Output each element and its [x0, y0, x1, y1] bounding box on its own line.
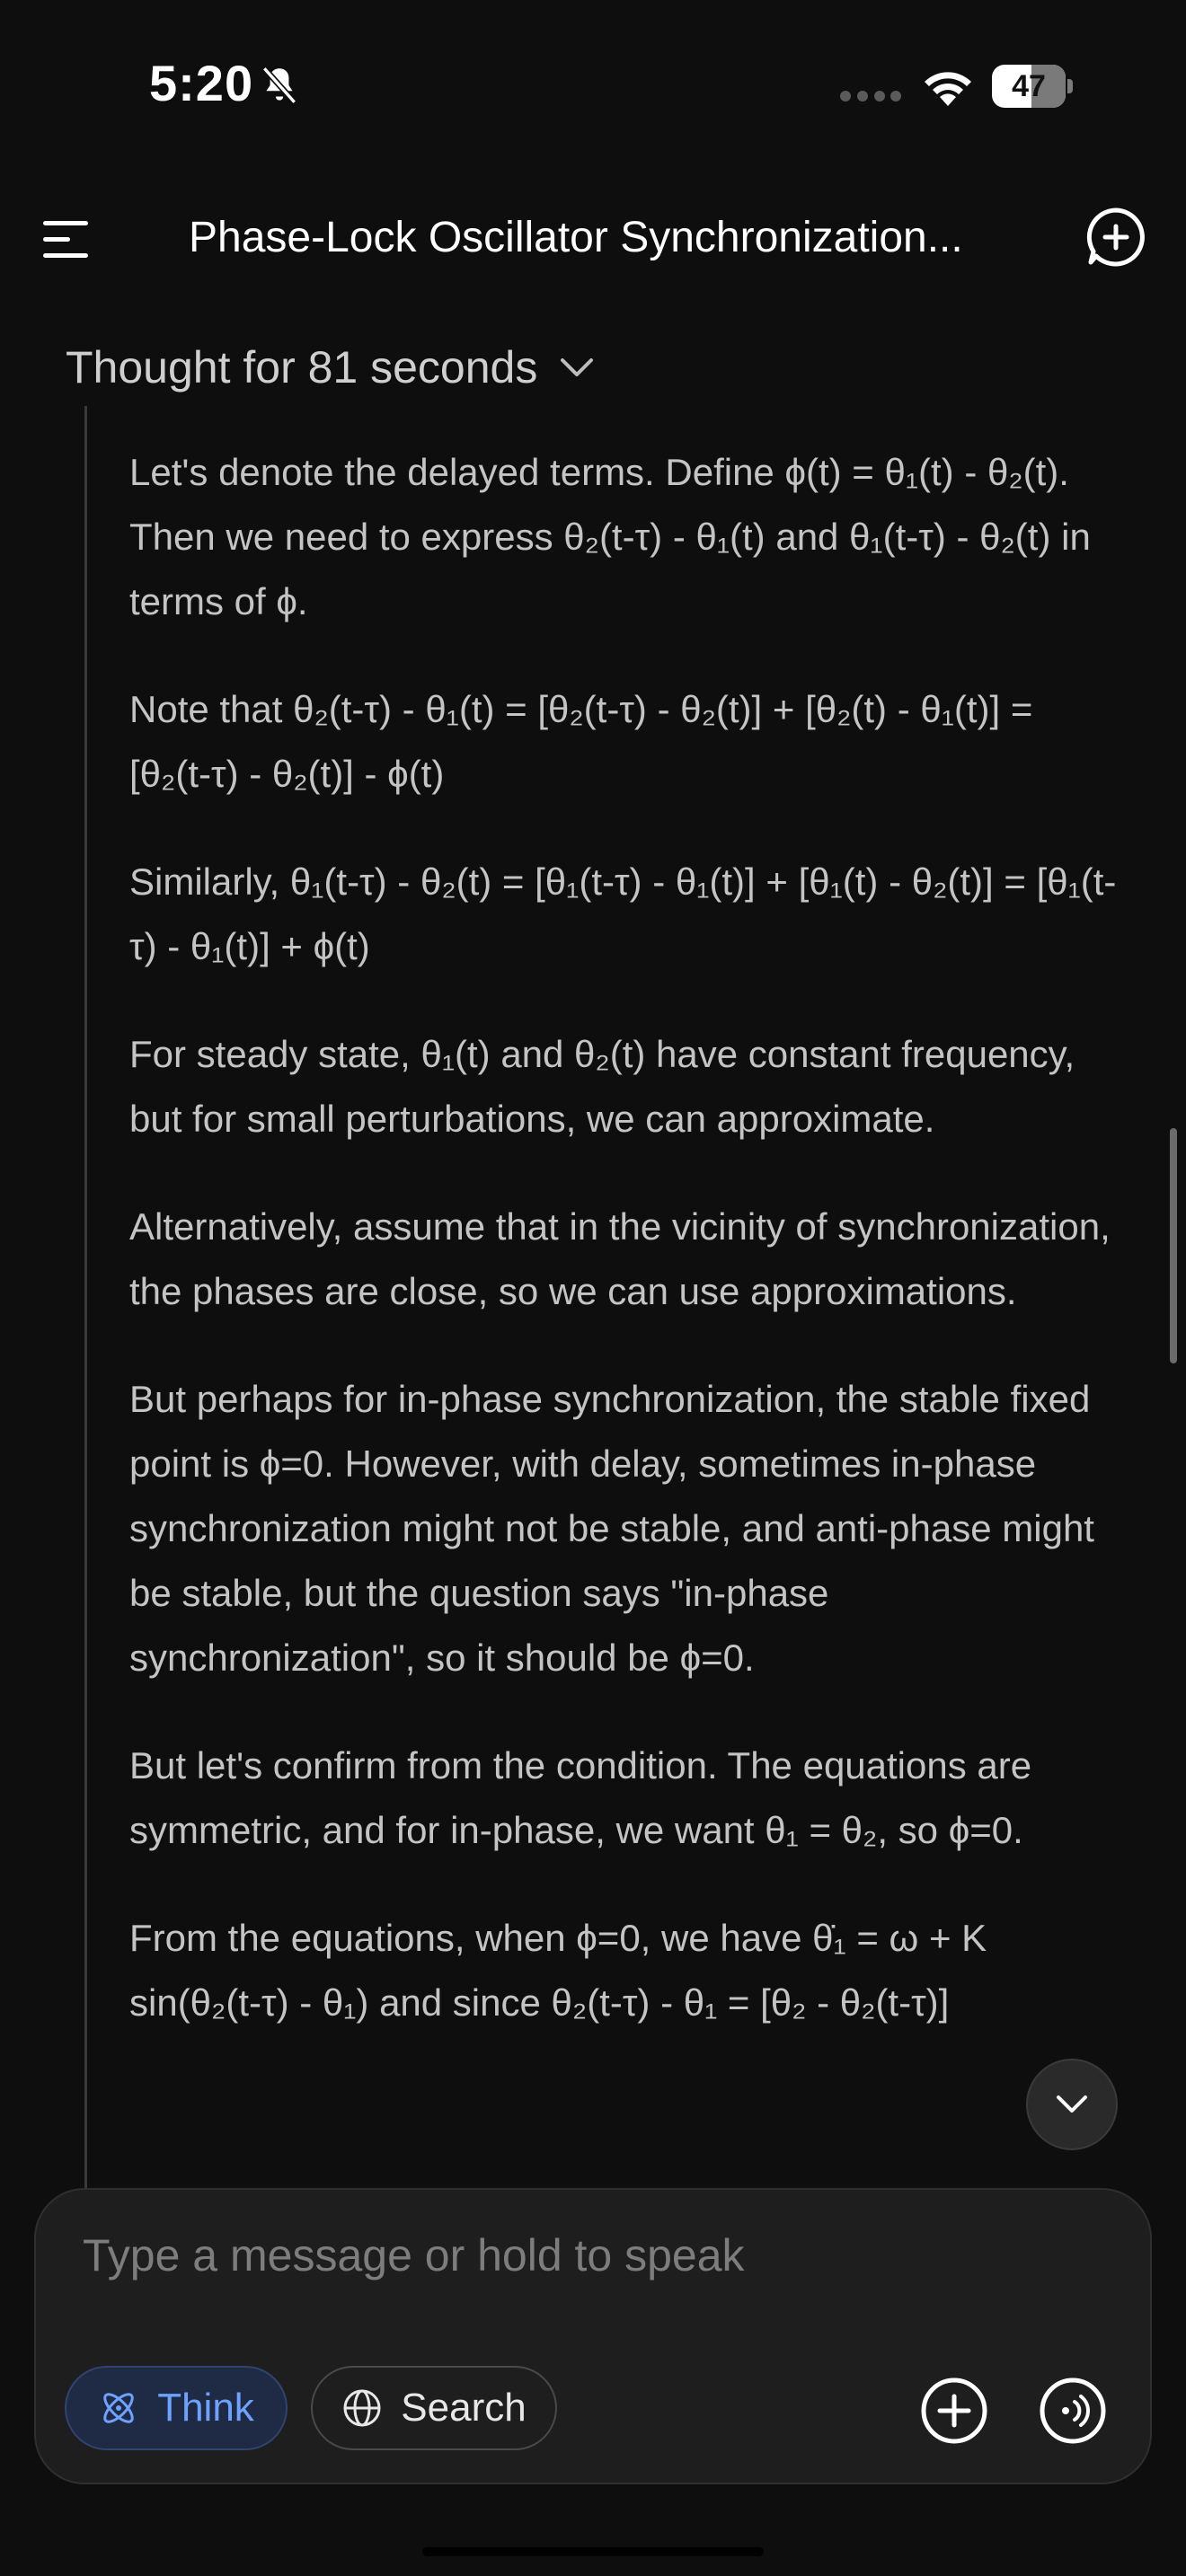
battery-level: 47: [1012, 69, 1046, 103]
status-bar: [0, 0, 1186, 171]
think-label: Think: [157, 2386, 254, 2430]
globe-icon: [341, 2387, 383, 2429]
wifi-icon: [920, 65, 976, 108]
search-label: Search: [401, 2386, 527, 2430]
signal-dots-icon: [839, 90, 902, 102]
chevron-down-icon: [1054, 2094, 1090, 2115]
paragraph: But perhaps for in-phase synchronization, the stable fixed point is ϕ=0. However, with delay, sometimes in-phase synchronization might not be stable, and anti-phase might be stable, but the question says "in-phase synchronization", so it should be ϕ=0.: [129, 1378, 1094, 1679]
plus-icon[interactable]: [920, 2377, 988, 2445]
scrollbar[interactable]: [1170, 1128, 1177, 1363]
thought-content: [129, 440, 1118, 2192]
scroll-down-button[interactable]: [1026, 2059, 1118, 2150]
paragraph: From the equations, when ϕ=0, we have θ̇₁ = ω + K sin(θ₂(t-τ) - θ₁) and since θ₂(t-τ) - θ₁ = [θ₂ - θ₂(t-τ)]: [129, 1917, 987, 2024]
search-button[interactable]: [311, 2366, 557, 2450]
paragraph: Alternatively, assume that in the vicinity of synchronization, the phases are close, so we can use approximations.: [129, 1205, 1111, 1312]
thought-toggle[interactable]: [66, 341, 595, 393]
home-indicator: [422, 2547, 764, 2556]
paragraph: Similarly, θ₁(t-τ) - θ₂(t) = [θ₁(t-τ) - θ₁(t)] + [θ₁(t) - θ₂(t)] = [θ₁(t-τ) - θ₁(t)] + ϕ(t): [129, 860, 1117, 967]
thought-label: Thought for 81 seconds: [66, 342, 538, 393]
atom-icon: [98, 2387, 139, 2429]
chevron-down-icon: [559, 357, 595, 378]
bell-slash-icon: [257, 63, 302, 108]
chat-header: [0, 180, 1186, 296]
voice-icon[interactable]: [1039, 2377, 1107, 2445]
paragraph: Let's denote the delayed terms. Define ϕ(t) = θ₁(t) - θ₂(t). Then we need to express θ₂(t-τ) - θ₁(t) and θ₁(t-τ) - θ₂(t) in terms of ϕ.: [129, 451, 1091, 622]
menu-icon[interactable]: [43, 216, 97, 260]
message-composer: [34, 2188, 1152, 2484]
think-button[interactable]: [65, 2366, 288, 2450]
battery-icon: [992, 65, 1075, 110]
message-input[interactable]: Type a message or hold to speak: [83, 2230, 745, 2280]
paragraph: Note that θ₂(t-τ) - θ₁(t) = [θ₂(t-τ) - θ₂(t)] + [θ₂(t) - θ₁(t)] = [θ₂(t-τ) - θ₂(t)] - ϕ(t): [129, 688, 1033, 795]
new-chat-icon[interactable]: [1084, 205, 1148, 269]
paragraph: For steady state, θ₁(t) and θ₂(t) have constant frequency, but for small perturbations, we can approximate.: [129, 1033, 1075, 1140]
page-title: Phase-Lock Oscillator Synchronization...: [189, 214, 963, 261]
paragraph: But let's confirm from the condition. The equations are symmetric, and for in-phase, we want θ₁ = θ₂, so ϕ=0.: [129, 1744, 1032, 1851]
status-time: 5:20: [149, 55, 254, 111]
thought-rail: [84, 406, 87, 2202]
